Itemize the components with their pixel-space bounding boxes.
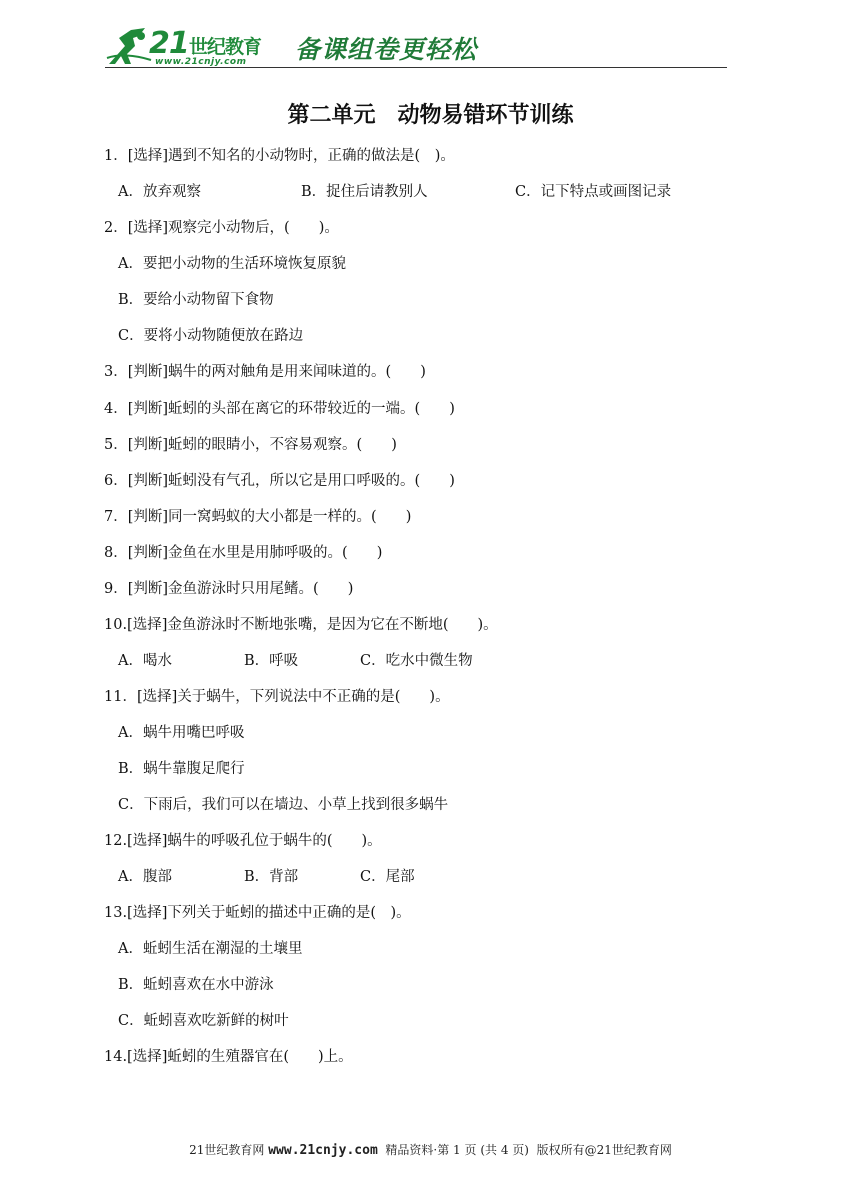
q2-option-a: A．要把小动物的生活环境恢复原貌 [118,256,346,272]
page-header [105,22,727,72]
question-2: 2．[选择]观察完小动物后，( )。 [104,220,339,236]
q2-option-b: B．要给小动物留下食物 [118,292,274,308]
question-6: 6．[判断]蚯蚓没有气孔，所以它是用口呼吸的。( ) [104,473,455,489]
q12-option-b: B．背部 [244,869,299,885]
logo-number: 21 [149,26,189,61]
footer-page-info: 精品资料·第 1 页 (共 4 页) 版权所有@21世纪教育网 [377,1143,672,1157]
footer-url[interactable]: www.21cnjy.com [268,1143,378,1158]
question-3: 3．[判断]蜗牛的两对触角是用来闻味道的。( ) [104,364,426,380]
footer-site-name: 21世纪教育网 [189,1143,269,1157]
logo-text: 世纪教育 [189,36,262,58]
question-13: 13.[选择]下列关于蚯蚓的描述中正确的是( )。 [104,905,411,921]
question-11: 11．[选择]关于蜗牛，下列说法中不正确的是( )。 [104,689,450,705]
question-1: 1．[选择]遇到不知名的小动物时，正确的做法是( )。 [104,148,455,164]
header-divider [105,67,727,68]
q13-option-a: A．蚯蚓生活在潮湿的土壤里 [118,941,303,957]
q12-option-c: C．尾部 [360,869,415,885]
q10-option-a: A．喝水 [118,653,172,669]
q1-option-b: B．捉住后请教别人 [301,184,428,200]
q13-option-b: B．蚯蚓喜欢在水中游泳 [118,977,274,993]
question-9: 9．[判断]金鱼游泳时只用尾鳍。( ) [104,581,354,597]
page-title: 第二单元 动物易错环节训练 [287,103,574,128]
question-8: 8．[判断]金鱼在水里是用肺呼吸的。( ) [104,545,383,561]
q1-option-c: C．记下特点或画图记录 [515,184,672,200]
page-footer [0,1141,861,1158]
q10-option-b: B．呼吸 [244,653,299,669]
running-man-icon [105,24,153,66]
q11-option-c: C．下雨后，我们可以在墙边、小草上找到很多蜗牛 [118,797,449,813]
q1-option-a: A．放弃观察 [118,184,201,200]
question-4: 4．[判断]蚯蚓的头部在离它的环带较近的一端。( ) [104,401,455,417]
q2-option-c: C．要将小动物随便放在路边 [118,328,304,344]
question-5: 5．[判断]蚯蚓的眼睛小，不容易观察。( ) [104,437,397,453]
header-slogan: 备课组卷更轻松 [295,35,478,64]
q12-option-a: A．腹部 [118,869,172,885]
q11-option-b: B．蜗牛靠腹足爬行 [118,761,245,777]
question-7: 7．[判断]同一窝蚂蚁的大小都是一样的。( ) [104,509,412,525]
question-14: 14.[选择]蚯蚓的生殖器官在( )上。 [104,1049,353,1065]
q10-option-c: C．吃水中微生物 [360,653,473,669]
q13-option-c: C．蚯蚓喜欢吃新鲜的树叶 [118,1013,289,1029]
question-12: 12.[选择]蜗牛的呼吸孔位于蜗牛的( )。 [104,833,382,849]
q11-option-a: A．蜗牛用嘴巴呼吸 [118,725,245,741]
logo-url: www.21cnjy.com [155,57,247,67]
question-10: 10.[选择]金鱼游泳时不断地张嘴，是因为它在不断地( )。 [104,617,498,633]
